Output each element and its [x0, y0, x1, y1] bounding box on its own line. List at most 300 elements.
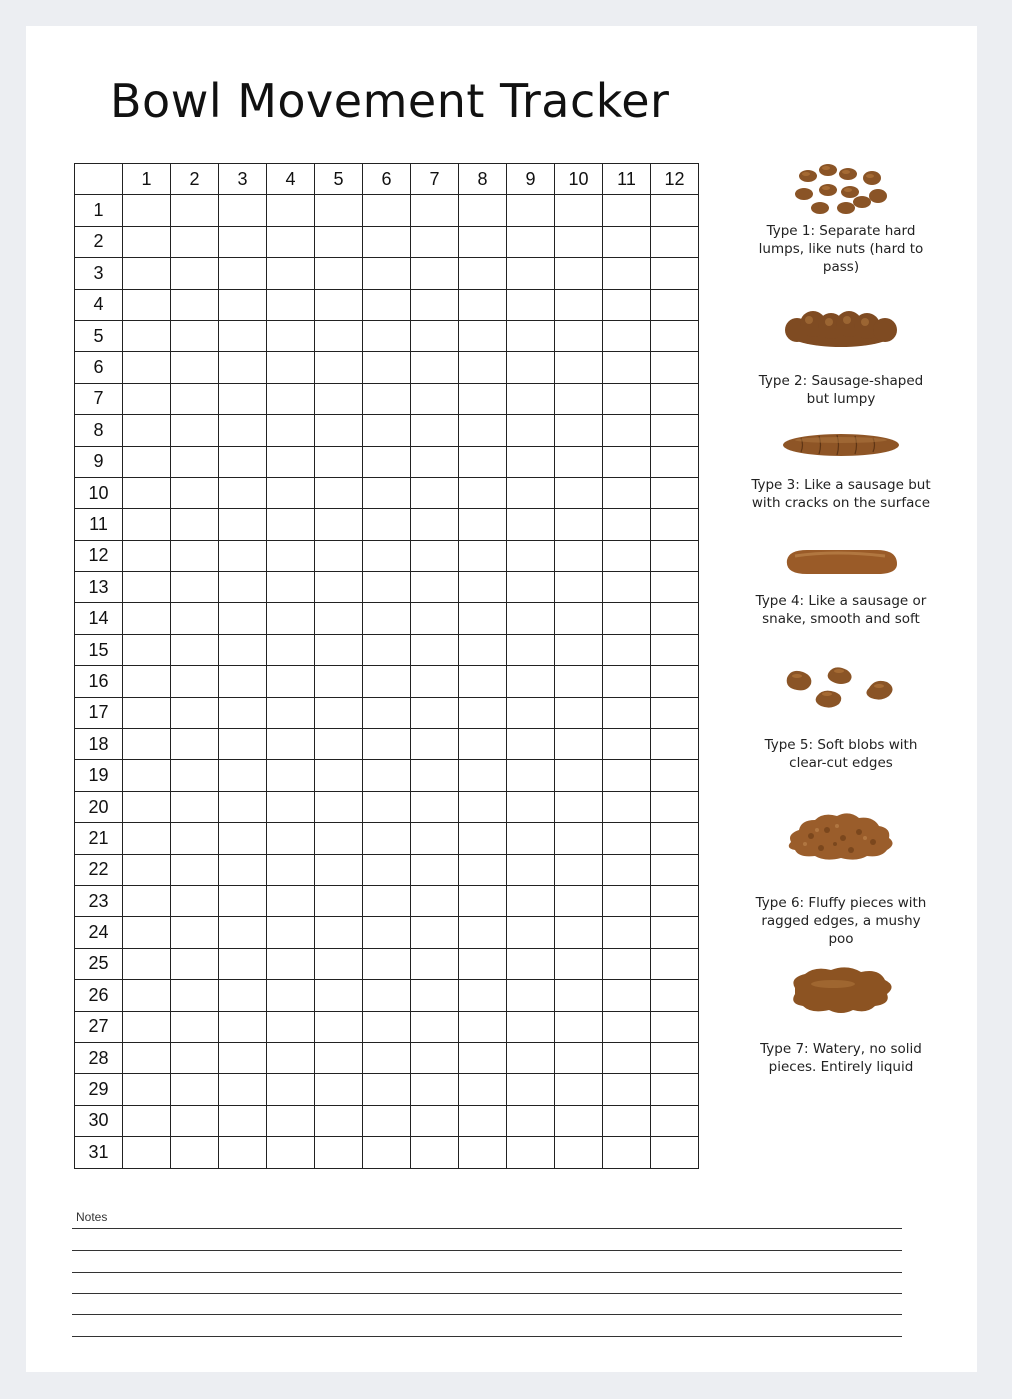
- tracker-cell[interactable]: [315, 195, 363, 226]
- tracker-cell[interactable]: [219, 729, 267, 760]
- tracker-cell[interactable]: [555, 352, 603, 383]
- tracker-cell[interactable]: [555, 226, 603, 257]
- tracker-cell[interactable]: [363, 226, 411, 257]
- tracker-cell[interactable]: [219, 415, 267, 446]
- tracker-cell[interactable]: [171, 791, 219, 822]
- tracker-cell[interactable]: [603, 1137, 651, 1168]
- tracker-cell[interactable]: [267, 1137, 315, 1168]
- tracker-cell[interactable]: [123, 1105, 171, 1136]
- tracker-cell[interactable]: [123, 729, 171, 760]
- tracker-cell[interactable]: [171, 195, 219, 226]
- tracker-cell[interactable]: [411, 917, 459, 948]
- tracker-cell[interactable]: [459, 666, 507, 697]
- tracker-cell[interactable]: [315, 258, 363, 289]
- tracker-cell[interactable]: [219, 540, 267, 571]
- tracker-cell[interactable]: [363, 509, 411, 540]
- tracker-cell[interactable]: [555, 289, 603, 320]
- tracker-cell[interactable]: [555, 760, 603, 791]
- tracker-cell[interactable]: [123, 446, 171, 477]
- tracker-cell[interactable]: [171, 603, 219, 634]
- tracker-cell[interactable]: [507, 1011, 555, 1042]
- tracker-cell[interactable]: [267, 226, 315, 257]
- tracker-cell[interactable]: [411, 1105, 459, 1136]
- tracker-cell[interactable]: [123, 195, 171, 226]
- tracker-cell[interactable]: [171, 760, 219, 791]
- tracker-cell[interactable]: [411, 415, 459, 446]
- tracker-cell[interactable]: [315, 226, 363, 257]
- tracker-cell[interactable]: [507, 572, 555, 603]
- tracker-cell[interactable]: [411, 1137, 459, 1168]
- tracker-cell[interactable]: [555, 666, 603, 697]
- tracker-cell[interactable]: [123, 572, 171, 603]
- tracker-cell[interactable]: [123, 415, 171, 446]
- tracker-cell[interactable]: [315, 729, 363, 760]
- tracker-cell[interactable]: [459, 446, 507, 477]
- tracker-cell[interactable]: [363, 289, 411, 320]
- tracker-cell[interactable]: [363, 1074, 411, 1105]
- tracker-cell[interactable]: [651, 697, 699, 728]
- tracker-cell[interactable]: [315, 854, 363, 885]
- tracker-cell[interactable]: [555, 791, 603, 822]
- tracker-cell[interactable]: [651, 572, 699, 603]
- tracker-cell[interactable]: [459, 917, 507, 948]
- tracker-cell[interactable]: [411, 258, 459, 289]
- tracker-cell[interactable]: [123, 289, 171, 320]
- tracker-cell[interactable]: [363, 823, 411, 854]
- tracker-cell[interactable]: [459, 1011, 507, 1042]
- tracker-cell[interactable]: [555, 195, 603, 226]
- tracker-cell[interactable]: [603, 760, 651, 791]
- tracker-cell[interactable]: [267, 791, 315, 822]
- tracker-cell[interactable]: [219, 634, 267, 665]
- tracker-cell[interactable]: [267, 1042, 315, 1073]
- tracker-cell[interactable]: [171, 289, 219, 320]
- tracker-cell[interactable]: [507, 760, 555, 791]
- tracker-cell[interactable]: [555, 258, 603, 289]
- tracker-cell[interactable]: [555, 1074, 603, 1105]
- tracker-cell[interactable]: [171, 258, 219, 289]
- tracker-cell[interactable]: [315, 1074, 363, 1105]
- tracker-cell[interactable]: [603, 729, 651, 760]
- tracker-cell[interactable]: [315, 509, 363, 540]
- tracker-cell[interactable]: [507, 603, 555, 634]
- tracker-cell[interactable]: [603, 352, 651, 383]
- tracker-cell[interactable]: [315, 415, 363, 446]
- tracker-cell[interactable]: [363, 383, 411, 414]
- tracker-cell[interactable]: [411, 791, 459, 822]
- tracker-cell[interactable]: [171, 352, 219, 383]
- notes-line[interactable]: [72, 1336, 902, 1337]
- tracker-cell[interactable]: [363, 1137, 411, 1168]
- tracker-cell[interactable]: [267, 509, 315, 540]
- tracker-cell[interactable]: [411, 823, 459, 854]
- tracker-cell[interactable]: [363, 572, 411, 603]
- tracker-cell[interactable]: [651, 352, 699, 383]
- tracker-cell[interactable]: [315, 1042, 363, 1073]
- tracker-cell[interactable]: [267, 258, 315, 289]
- tracker-cell[interactable]: [651, 1074, 699, 1105]
- tracker-cell[interactable]: [363, 1042, 411, 1073]
- tracker-cell[interactable]: [603, 980, 651, 1011]
- tracker-cell[interactable]: [507, 289, 555, 320]
- tracker-cell[interactable]: [603, 540, 651, 571]
- tracker-cell[interactable]: [507, 980, 555, 1011]
- tracker-cell[interactable]: [123, 760, 171, 791]
- tracker-cell[interactable]: [459, 195, 507, 226]
- tracker-cell[interactable]: [555, 917, 603, 948]
- tracker-cell[interactable]: [219, 948, 267, 979]
- tracker-cell[interactable]: [219, 666, 267, 697]
- tracker-cell[interactable]: [603, 791, 651, 822]
- tracker-cell[interactable]: [603, 917, 651, 948]
- tracker-cell[interactable]: [603, 509, 651, 540]
- tracker-cell[interactable]: [411, 885, 459, 916]
- tracker-cell[interactable]: [315, 572, 363, 603]
- tracker-cell[interactable]: [123, 791, 171, 822]
- tracker-cell[interactable]: [459, 697, 507, 728]
- tracker-cell[interactable]: [507, 854, 555, 885]
- tracker-cell[interactable]: [555, 729, 603, 760]
- tracker-cell[interactable]: [651, 477, 699, 508]
- tracker-cell[interactable]: [459, 226, 507, 257]
- tracker-cell[interactable]: [603, 697, 651, 728]
- tracker-cell[interactable]: [651, 1011, 699, 1042]
- tracker-cell[interactable]: [219, 352, 267, 383]
- tracker-cell[interactable]: [123, 477, 171, 508]
- tracker-cell[interactable]: [267, 415, 315, 446]
- tracker-cell[interactable]: [507, 258, 555, 289]
- tracker-cell[interactable]: [363, 446, 411, 477]
- tracker-cell[interactable]: [219, 1042, 267, 1073]
- tracker-cell[interactable]: [459, 540, 507, 571]
- tracker-cell[interactable]: [315, 666, 363, 697]
- tracker-cell[interactable]: [603, 195, 651, 226]
- tracker-cell[interactable]: [219, 854, 267, 885]
- tracker-cell[interactable]: [555, 980, 603, 1011]
- tracker-cell[interactable]: [171, 1105, 219, 1136]
- tracker-cell[interactable]: [411, 1074, 459, 1105]
- tracker-cell[interactable]: [363, 195, 411, 226]
- tracker-cell[interactable]: [363, 917, 411, 948]
- tracker-cell[interactable]: [219, 917, 267, 948]
- tracker-cell[interactable]: [651, 320, 699, 351]
- tracker-cell[interactable]: [411, 320, 459, 351]
- tracker-cell[interactable]: [363, 697, 411, 728]
- tracker-cell[interactable]: [411, 226, 459, 257]
- tracker-cell[interactable]: [123, 258, 171, 289]
- tracker-cell[interactable]: [507, 446, 555, 477]
- tracker-cell[interactable]: [411, 477, 459, 508]
- tracker-cell[interactable]: [603, 477, 651, 508]
- tracker-cell[interactable]: [603, 258, 651, 289]
- tracker-cell[interactable]: [651, 509, 699, 540]
- tracker-cell[interactable]: [411, 1011, 459, 1042]
- tracker-cell[interactable]: [315, 1137, 363, 1168]
- tracker-cell[interactable]: [555, 1042, 603, 1073]
- tracker-cell[interactable]: [219, 446, 267, 477]
- tracker-cell[interactable]: [171, 885, 219, 916]
- tracker-cell[interactable]: [219, 383, 267, 414]
- tracker-cell[interactable]: [219, 980, 267, 1011]
- tracker-cell[interactable]: [315, 760, 363, 791]
- tracker-cell[interactable]: [315, 697, 363, 728]
- tracker-cell[interactable]: [459, 258, 507, 289]
- tracker-cell[interactable]: [267, 666, 315, 697]
- tracker-cell[interactable]: [123, 352, 171, 383]
- tracker-cell[interactable]: [363, 352, 411, 383]
- tracker-cell[interactable]: [555, 634, 603, 665]
- tracker-cell[interactable]: [363, 791, 411, 822]
- tracker-cell[interactable]: [267, 446, 315, 477]
- tracker-cell[interactable]: [507, 477, 555, 508]
- tracker-cell[interactable]: [219, 289, 267, 320]
- tracker-cell[interactable]: [171, 948, 219, 979]
- tracker-cell[interactable]: [171, 980, 219, 1011]
- tracker-cell[interactable]: [411, 729, 459, 760]
- tracker-cell[interactable]: [651, 540, 699, 571]
- tracker-cell[interactable]: [651, 885, 699, 916]
- tracker-cell[interactable]: [171, 1011, 219, 1042]
- tracker-cell[interactable]: [315, 477, 363, 508]
- tracker-cell[interactable]: [219, 1074, 267, 1105]
- tracker-cell[interactable]: [555, 1137, 603, 1168]
- tracker-cell[interactable]: [459, 791, 507, 822]
- tracker-cell[interactable]: [171, 446, 219, 477]
- tracker-cell[interactable]: [411, 666, 459, 697]
- tracker-cell[interactable]: [411, 948, 459, 979]
- tracker-cell[interactable]: [507, 729, 555, 760]
- tracker-cell[interactable]: [267, 948, 315, 979]
- tracker-cell[interactable]: [123, 885, 171, 916]
- tracker-cell[interactable]: [171, 226, 219, 257]
- tracker-cell[interactable]: [219, 697, 267, 728]
- tracker-cell[interactable]: [123, 980, 171, 1011]
- tracker-cell[interactable]: [603, 320, 651, 351]
- tracker-cell[interactable]: [267, 917, 315, 948]
- tracker-cell[interactable]: [555, 948, 603, 979]
- tracker-cell[interactable]: [267, 885, 315, 916]
- tracker-cell[interactable]: [171, 415, 219, 446]
- tracker-cell[interactable]: [171, 823, 219, 854]
- tracker-cell[interactable]: [411, 634, 459, 665]
- tracker-cell[interactable]: [315, 917, 363, 948]
- tracker-cell[interactable]: [219, 509, 267, 540]
- tracker-cell[interactable]: [315, 289, 363, 320]
- tracker-cell[interactable]: [603, 1042, 651, 1073]
- tracker-cell[interactable]: [411, 603, 459, 634]
- tracker-cell[interactable]: [363, 666, 411, 697]
- tracker-cell[interactable]: [411, 540, 459, 571]
- tracker-cell[interactable]: [171, 917, 219, 948]
- tracker-cell[interactable]: [123, 320, 171, 351]
- tracker-cell[interactable]: [651, 1105, 699, 1136]
- tracker-cell[interactable]: [459, 415, 507, 446]
- tracker-cell[interactable]: [507, 195, 555, 226]
- tracker-cell[interactable]: [363, 477, 411, 508]
- tracker-cell[interactable]: [651, 603, 699, 634]
- tracker-cell[interactable]: [651, 917, 699, 948]
- tracker-cell[interactable]: [603, 854, 651, 885]
- tracker-cell[interactable]: [459, 885, 507, 916]
- tracker-cell[interactable]: [651, 258, 699, 289]
- tracker-cell[interactable]: [123, 854, 171, 885]
- tracker-cell[interactable]: [507, 352, 555, 383]
- tracker-cell[interactable]: [603, 885, 651, 916]
- tracker-cell[interactable]: [123, 1074, 171, 1105]
- tracker-cell[interactable]: [651, 195, 699, 226]
- tracker-cell[interactable]: [603, 415, 651, 446]
- tracker-cell[interactable]: [123, 1042, 171, 1073]
- tracker-cell[interactable]: [363, 634, 411, 665]
- tracker-cell[interactable]: [651, 760, 699, 791]
- tracker-cell[interactable]: [651, 1137, 699, 1168]
- tracker-cell[interactable]: [171, 383, 219, 414]
- tracker-cell[interactable]: [555, 415, 603, 446]
- tracker-cell[interactable]: [219, 320, 267, 351]
- tracker-cell[interactable]: [267, 572, 315, 603]
- tracker-cell[interactable]: [555, 320, 603, 351]
- tracker-cell[interactable]: [315, 791, 363, 822]
- tracker-cell[interactable]: [651, 823, 699, 854]
- tracker-cell[interactable]: [411, 383, 459, 414]
- tracker-cell[interactable]: [267, 760, 315, 791]
- tracker-cell[interactable]: [459, 352, 507, 383]
- tracker-cell[interactable]: [171, 634, 219, 665]
- tracker-cell[interactable]: [315, 320, 363, 351]
- tracker-cell[interactable]: [123, 666, 171, 697]
- tracker-cell[interactable]: [555, 477, 603, 508]
- tracker-cell[interactable]: [651, 980, 699, 1011]
- tracker-cell[interactable]: [459, 823, 507, 854]
- tracker-cell[interactable]: [459, 980, 507, 1011]
- tracker-cell[interactable]: [411, 195, 459, 226]
- tracker-cell[interactable]: [363, 885, 411, 916]
- tracker-cell[interactable]: [123, 917, 171, 948]
- tracker-cell[interactable]: [315, 1105, 363, 1136]
- tracker-cell[interactable]: [171, 854, 219, 885]
- tracker-cell[interactable]: [507, 1105, 555, 1136]
- tracker-cell[interactable]: [267, 540, 315, 571]
- tracker-cell[interactable]: [603, 1105, 651, 1136]
- tracker-cell[interactable]: [603, 572, 651, 603]
- tracker-cell[interactable]: [411, 446, 459, 477]
- tracker-cell[interactable]: [315, 603, 363, 634]
- tracker-cell[interactable]: [459, 634, 507, 665]
- tracker-cell[interactable]: [555, 854, 603, 885]
- tracker-cell[interactable]: [651, 854, 699, 885]
- notes-line[interactable]: [72, 1293, 902, 1294]
- tracker-cell[interactable]: [219, 258, 267, 289]
- tracker-cell[interactable]: [459, 1105, 507, 1136]
- tracker-cell[interactable]: [315, 383, 363, 414]
- tracker-cell[interactable]: [123, 1011, 171, 1042]
- tracker-cell[interactable]: [507, 948, 555, 979]
- tracker-cell[interactable]: [171, 477, 219, 508]
- tracker-cell[interactable]: [123, 226, 171, 257]
- tracker-cell[interactable]: [171, 1074, 219, 1105]
- tracker-cell[interactable]: [267, 289, 315, 320]
- tracker-cell[interactable]: [219, 195, 267, 226]
- tracker-cell[interactable]: [411, 980, 459, 1011]
- tracker-cell[interactable]: [507, 1137, 555, 1168]
- tracker-cell[interactable]: [555, 697, 603, 728]
- tracker-cell[interactable]: [555, 1011, 603, 1042]
- tracker-cell[interactable]: [315, 823, 363, 854]
- tracker-cell[interactable]: [459, 1074, 507, 1105]
- tracker-cell[interactable]: [363, 258, 411, 289]
- tracker-cell[interactable]: [603, 289, 651, 320]
- tracker-cell[interactable]: [267, 320, 315, 351]
- tracker-cell[interactable]: [411, 352, 459, 383]
- tracker-cell[interactable]: [171, 320, 219, 351]
- tracker-cell[interactable]: [363, 729, 411, 760]
- tracker-cell[interactable]: [123, 634, 171, 665]
- notes-line[interactable]: [72, 1272, 902, 1273]
- tracker-cell[interactable]: [123, 1137, 171, 1168]
- tracker-cell[interactable]: [459, 383, 507, 414]
- tracker-cell[interactable]: [171, 540, 219, 571]
- tracker-cell[interactable]: [219, 760, 267, 791]
- tracker-cell[interactable]: [219, 791, 267, 822]
- tracker-cell[interactable]: [171, 729, 219, 760]
- tracker-cell[interactable]: [555, 572, 603, 603]
- tracker-cell[interactable]: [459, 572, 507, 603]
- tracker-cell[interactable]: [219, 477, 267, 508]
- tracker-cell[interactable]: [363, 854, 411, 885]
- tracker-cell[interactable]: [315, 446, 363, 477]
- tracker-cell[interactable]: [315, 1011, 363, 1042]
- tracker-cell[interactable]: [555, 885, 603, 916]
- tracker-cell[interactable]: [507, 320, 555, 351]
- tracker-cell[interactable]: [507, 1042, 555, 1073]
- tracker-cell[interactable]: [123, 383, 171, 414]
- tracker-cell[interactable]: [459, 948, 507, 979]
- tracker-cell[interactable]: [315, 540, 363, 571]
- tracker-cell[interactable]: [123, 697, 171, 728]
- tracker-cell[interactable]: [651, 948, 699, 979]
- tracker-cell[interactable]: [507, 666, 555, 697]
- tracker-cell[interactable]: [363, 320, 411, 351]
- tracker-cell[interactable]: [219, 1137, 267, 1168]
- tracker-cell[interactable]: [267, 854, 315, 885]
- tracker-cell[interactable]: [507, 226, 555, 257]
- tracker-cell[interactable]: [219, 1105, 267, 1136]
- tracker-cell[interactable]: [411, 289, 459, 320]
- tracker-cell[interactable]: [411, 572, 459, 603]
- notes-line[interactable]: [72, 1314, 902, 1315]
- tracker-cell[interactable]: [507, 540, 555, 571]
- notes-line[interactable]: [72, 1250, 902, 1251]
- notes-line[interactable]: [72, 1228, 902, 1229]
- tracker-cell[interactable]: [123, 540, 171, 571]
- tracker-cell[interactable]: [267, 697, 315, 728]
- tracker-cell[interactable]: [459, 289, 507, 320]
- tracker-cell[interactable]: [267, 823, 315, 854]
- tracker-cell[interactable]: [651, 666, 699, 697]
- tracker-cell[interactable]: [411, 509, 459, 540]
- tracker-cell[interactable]: [123, 823, 171, 854]
- tracker-cell[interactable]: [411, 760, 459, 791]
- tracker-cell[interactable]: [267, 1105, 315, 1136]
- tracker-cell[interactable]: [507, 697, 555, 728]
- tracker-cell[interactable]: [171, 666, 219, 697]
- tracker-cell[interactable]: [315, 885, 363, 916]
- tracker-cell[interactable]: [219, 885, 267, 916]
- tracker-cell[interactable]: [603, 1074, 651, 1105]
- tracker-cell[interactable]: [219, 1011, 267, 1042]
- tracker-cell[interactable]: [507, 634, 555, 665]
- tracker-cell[interactable]: [363, 1011, 411, 1042]
